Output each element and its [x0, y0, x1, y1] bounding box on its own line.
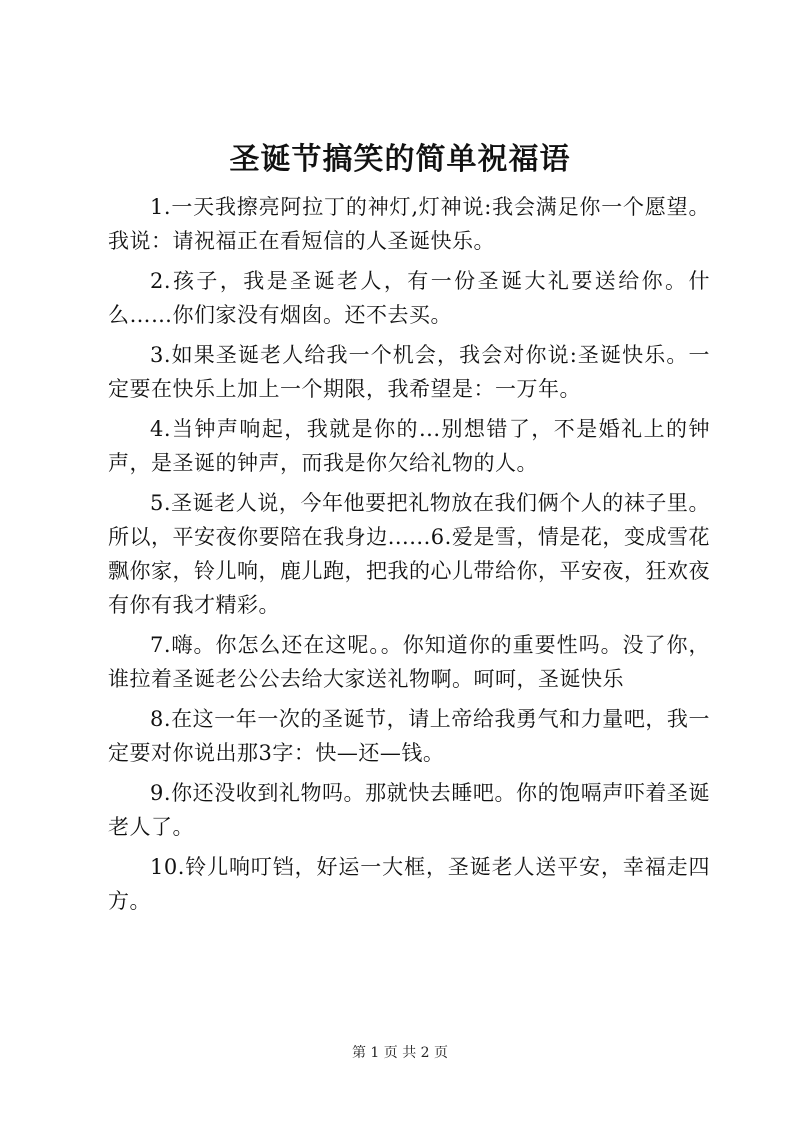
paragraph-7: 7.嗨。你怎么还在这呢。。你知道你的重要性吗。没了你，谁拉着圣诞老公公去给大家送礼物啊。呵呵，圣诞快乐	[108, 633, 710, 691]
paragraph-3: 3.如果圣诞老人给我一个机会，我会对你说:圣诞快乐。一定要在快乐上加上一个期限，我希望是：一万年。	[108, 343, 710, 401]
paragraph-5: 5.圣诞老人说，今年他要把礼物放在我们俩个人的袜子里。所以，平安夜你要陪在我身边......6.爱是雪，情是花，变成雪花飘你家，铃儿响，鹿儿跑，把我的心儿带给你，平安夜，狂欢夜有你有我才精彩。	[108, 491, 710, 617]
document-body	[108, 190, 710, 924]
page-footer: 第 1 页 共 2 页	[351, 1045, 449, 1061]
paragraph-10: 10.铃儿响叮铛，好运一大框，圣诞老人送平安，幸福走四方。	[108, 855, 710, 913]
paragraph-9: 9.你还没收到礼物吗。那就快去睡吧。你的饱嗝声吓着圣诞老人了。	[108, 781, 710, 839]
paragraph-2: 2.孩子，我是圣诞老人，有一份圣诞大礼要送给你。什么……你们家没有烟囱。还不去买。	[108, 269, 710, 327]
paragraph-4: 4.当钟声响起，我就是你的...别想错了，不是婚礼上的钟声，是圣诞的钟声，而我是你欠给礼物的人。	[108, 417, 710, 475]
paragraph-8: 8.在这一年一次的圣诞节，请上帝给我勇气和力量吧，我一定要对你说出那3字：快—还—钱。	[108, 707, 710, 765]
paragraph-1: 1.一天我擦亮阿拉丁的神灯,灯神说:我会满足你一个愿望。我说：请祝福正在看短信的人圣诞快乐。	[108, 195, 710, 253]
document-title: 圣诞节搞笑的简单祝福语	[229, 142, 571, 177]
